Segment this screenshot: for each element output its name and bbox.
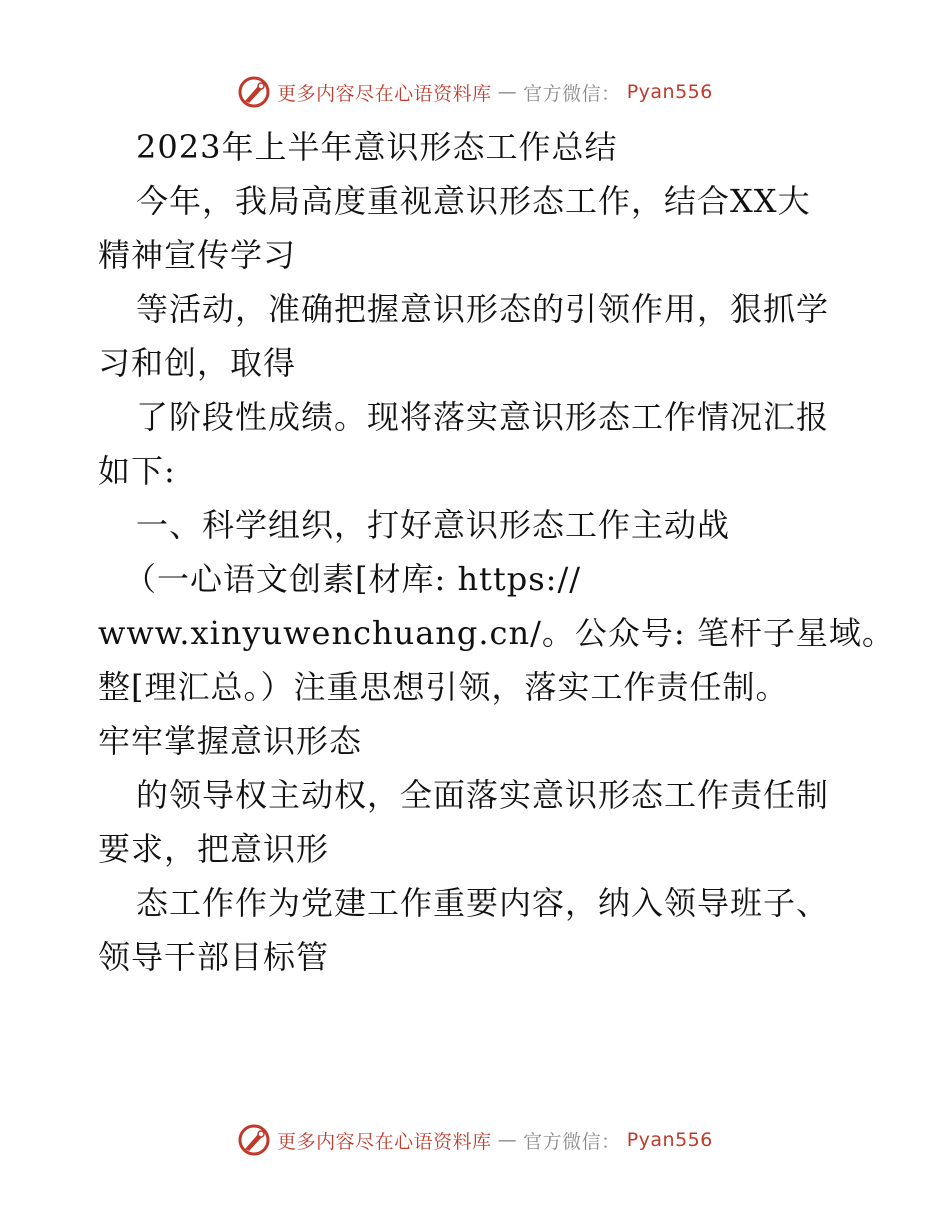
promo-text: 更多内容尽在心语资料库: [277, 1130, 492, 1153]
paragraph-line: 习和创，取得: [98, 344, 297, 382]
promo-text: 更多内容尽在心语资料库: [277, 82, 492, 105]
paragraph-line: www.xinyuwenchuang.cn/。公众号: 笔杆子星域。: [98, 614, 895, 652]
paragraph-line: 了阶段性成绩。现将落实意识形态工作情况汇报: [136, 398, 830, 436]
wechat-id: Pyan556: [626, 81, 713, 103]
banner-separator: —: [497, 1129, 518, 1151]
header-watermark-banner: [0, 72, 950, 112]
section-heading: 一、科学组织，打好意识形态工作主动战: [136, 506, 731, 544]
document-body: [98, 120, 895, 984]
paragraph-line: 今年，我局高度重视意识形态工作，结合XX大: [136, 182, 811, 220]
paragraph-line: 整[理汇总。）注重思想引领，落实工作责任制。: [98, 668, 789, 706]
paragraph-line: （一心语文创素[材库: https://: [124, 560, 582, 598]
wechat-label: 官方微信：: [523, 1130, 621, 1153]
wechat-label: 官方微信：: [523, 82, 621, 105]
paragraph-line: 的领导权主动权，全面落实意识形态工作责任制: [136, 776, 830, 814]
paragraph-line: 如下:: [98, 452, 176, 490]
banner-separator: —: [497, 81, 518, 103]
wechat-id: Pyan556: [626, 1129, 713, 1151]
brand-logo-icon: [237, 75, 271, 109]
footer-watermark-banner: [0, 1120, 950, 1160]
paragraph-line: 要求，把意识形: [98, 830, 330, 868]
paragraph-line: 等活动，准确把握意识形态的引领作用，狠抓学: [136, 290, 830, 328]
paragraph-line: 态工作作为党建工作重要内容，纳入领导班子、: [136, 884, 830, 922]
document-title: 2023年上半年意识形态工作总结: [136, 128, 618, 166]
paragraph-line: 牢牢掌握意识形态: [98, 722, 363, 760]
paragraph-line: 领导干部目标管: [98, 938, 330, 976]
brand-logo-icon: [237, 1123, 271, 1157]
paragraph-line: 精神宣传学习: [98, 236, 297, 274]
